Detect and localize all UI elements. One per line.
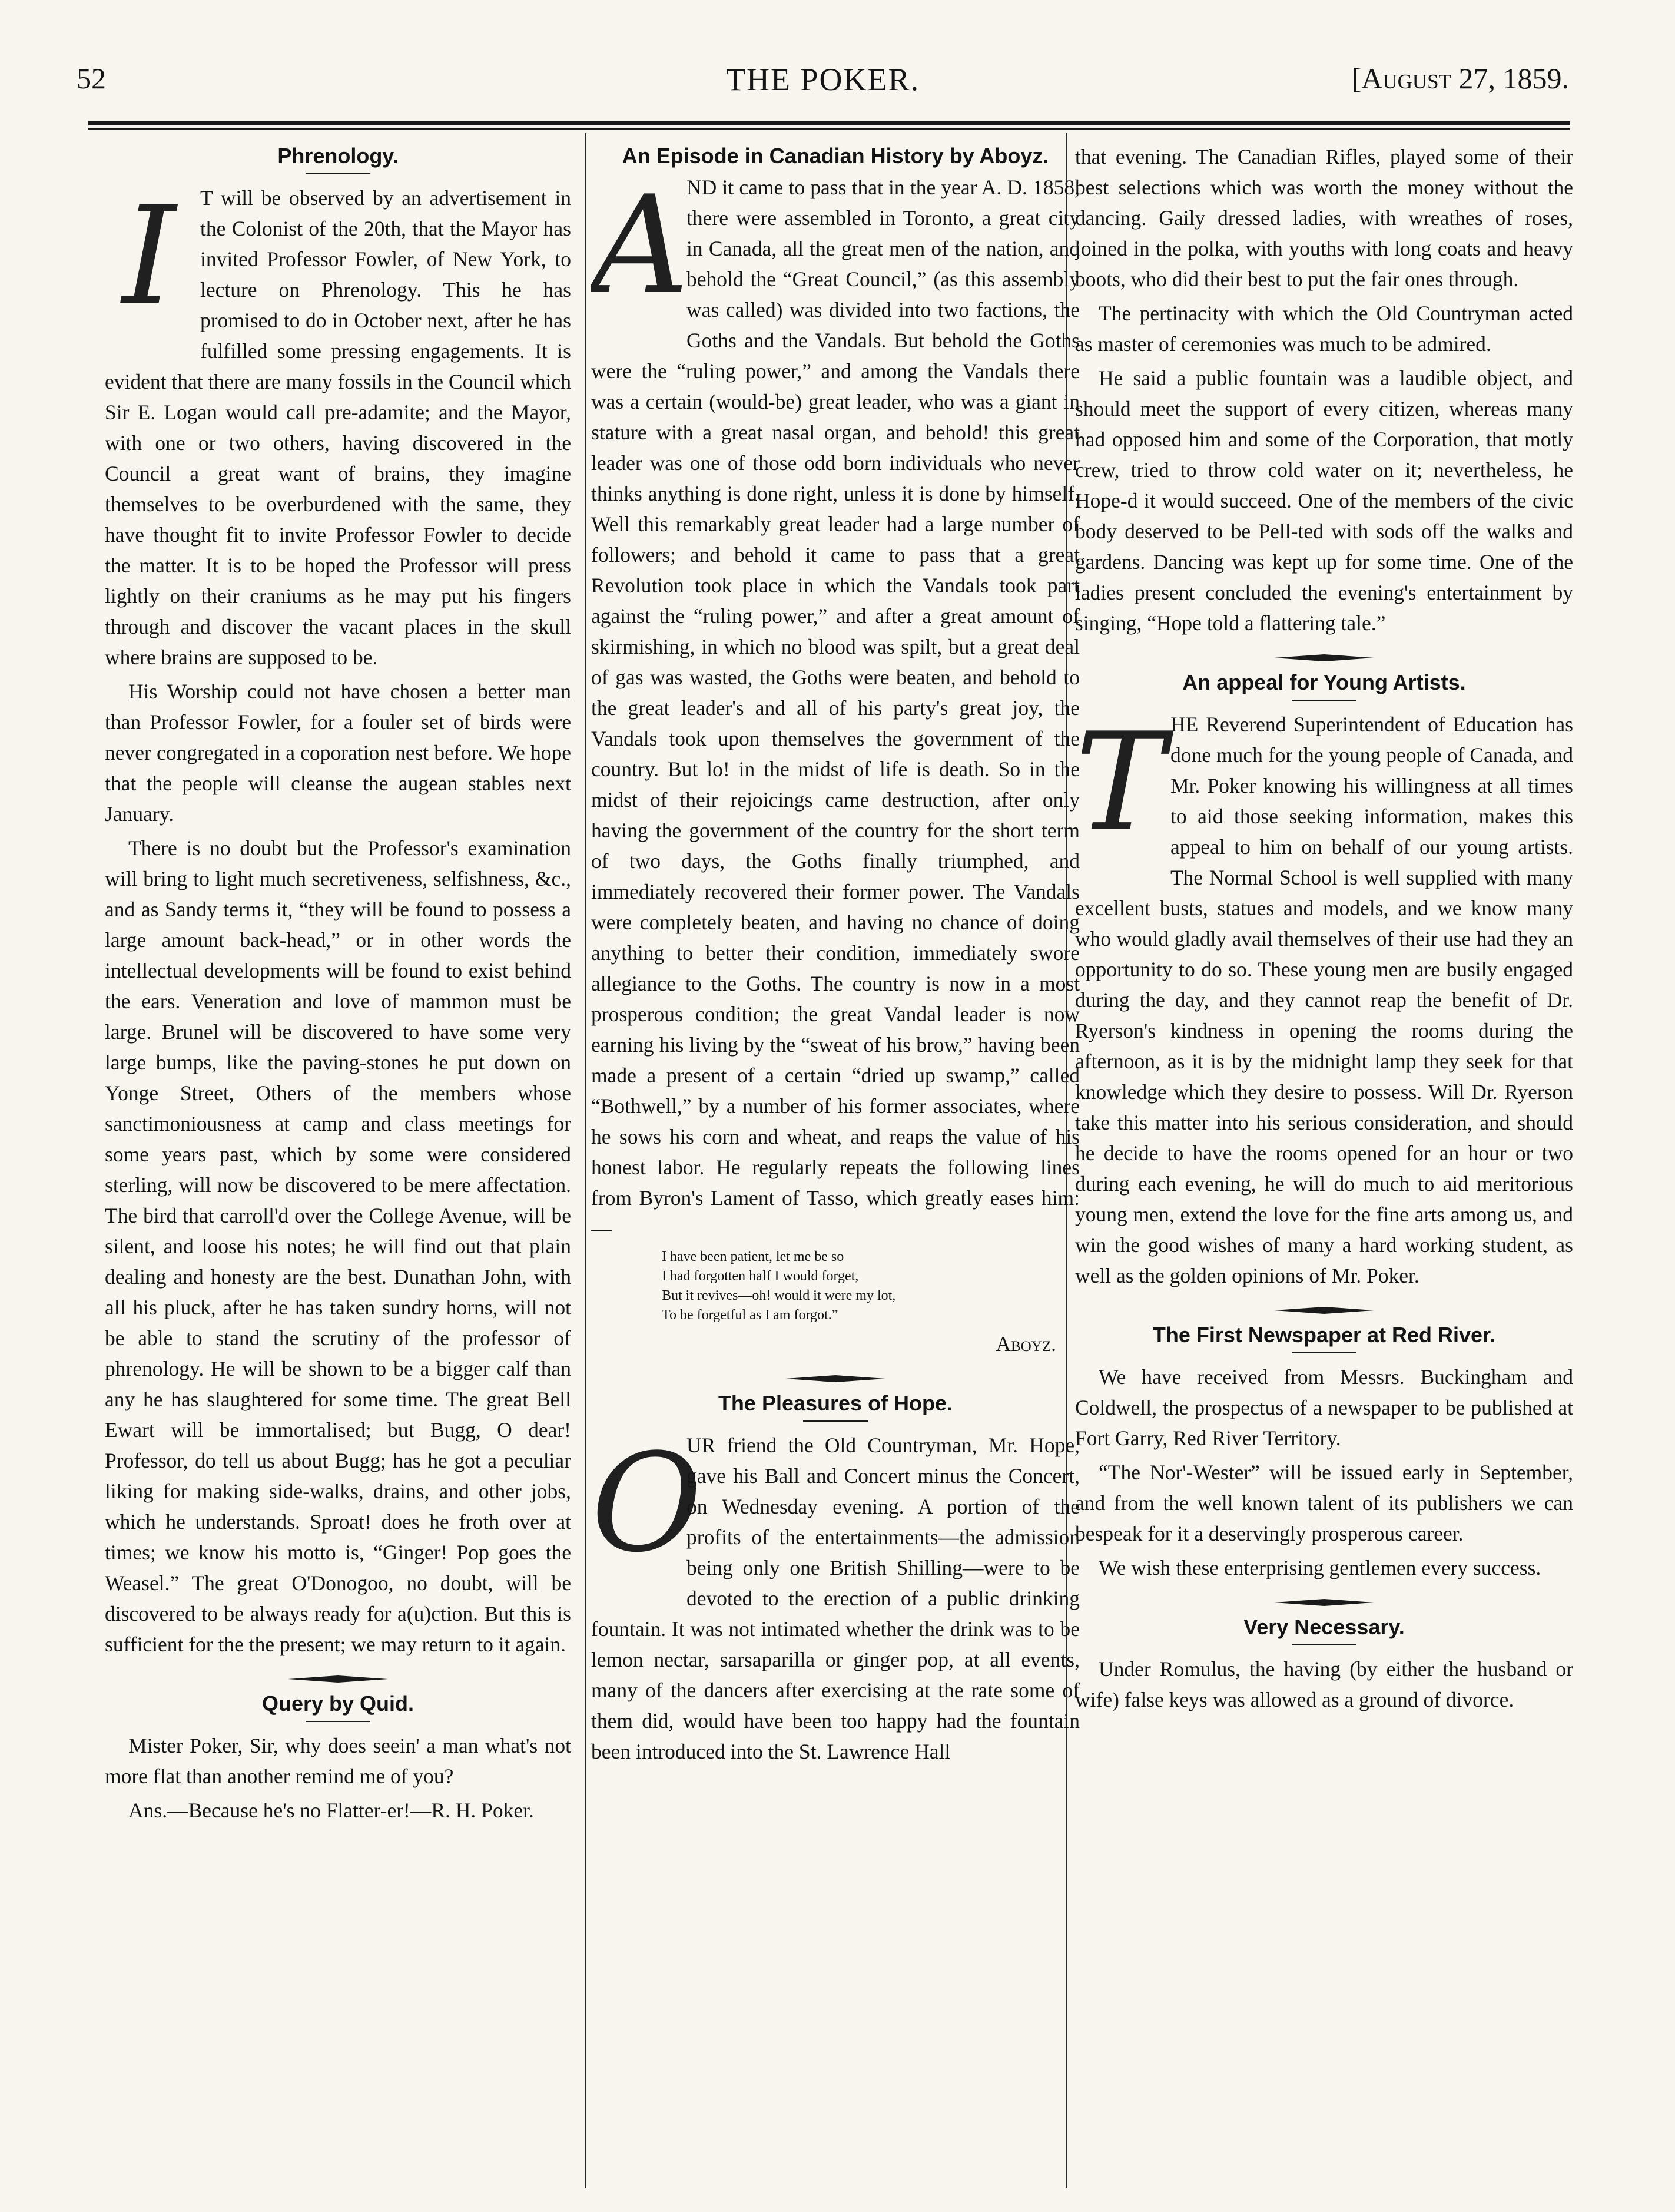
article-pleasures-of-hope-continued <box>1075 141 1573 638</box>
ornamental-dropcap: I <box>122 178 176 335</box>
poem-line: But it revives—oh! would it were my lot, <box>662 1288 896 1303</box>
article-paragraph: O UR friend the Old Countryman, Mr. Hope, gave his Ball and Concert minus the Concert, on Wednesday evening. A portion of the profits of the entertainments—the admission being only one British Shilling—were to be devoted to the erection of a public drinking fountain. It was not intimated whether the drink was to be lemon nectar, sarsaparilla or ginger pop, at all events, many of the dancers after exercising at the rate some of them did, would have been too happy had the fountain been introduced into the St. Lawrence Hall <box>591 1425 1080 1763</box>
section-separator-ornament <box>785 1373 885 1384</box>
masthead <box>77 61 1569 108</box>
article-phrenology <box>105 143 571 1660</box>
article-paragraph: Under Romulus, the having (by either the husband or wife) false keys was allowed as a ground of divorce. <box>1075 1657 1573 1711</box>
article-very-necessary <box>1075 1614 1573 1715</box>
section-separator-ornament <box>288 1674 388 1684</box>
article-paragraph: A ND it came to pass that in the year A. D. 1858, there were assembled in Toronto, a great city in Canada, all the great men of the nation, and behold the “Great Council,” (as this assembly was called) was divided into two factions, the Goths and the Vandals. But behold the Goths were the “ruling power,” and among the Vandals there was a certain (would-be) great leader, who was a giant in stature with a great nasal organ, and behold! this great leader was one of those odd born individuals who never thinks anything is done right, unless it is done by himself. Well this remarkably great leader had a large number of followers; and behold it came to pass that a great Revolution took place in which the Vandals took part against the “ruling power,” and after a great amount of skirmishing, in which no blood was spilt, but a great deal of gas was wasted, the Goths were beaten, and behold to the great leader's and all of his party's great joy, the Vandals took upon themselves the government of the country. But lo! in the midst of life is death. So in the midst of their rejoicings came destruction, after only having the government of the country for the short term of two days, the Goths finally triumphed, and immediately recovered their former power. The Vandals were completely beaten, and having no chance of doing anything to better their condition, immediately swore allegiance to the Goths. The country is now in a most prosperous condition; the great Vandal leader is now earning his living by the “sweat of his brow,” having been made a present of a certain “dried up swamp,” called “Bothwell,” by a number of his former associates, where he sows his corn and wheat, and reaps the value of his honest labor. He regularly repeats the following lines from Byron's Lament of Tasso, which greatly eases him:— <box>591 167 1080 1240</box>
section-separator-ornament <box>1274 1305 1374 1316</box>
article-paragraph: He said a public fountain was a laudible object, and should meet the support of every citizen, whereas many had opposed him and some of the Corporation, that motly crew, tried to throw cold water on it; nevertheless, he Hope-d it would succeed. One of the members of the civic body deserved to be Pell-ted with sods off the walks and gardens. Dancing was kept up for some time. One of the ladies present concluded the evening's entertainment by singing, “Hope told a flattering tale.” <box>1075 366 1573 635</box>
article-title: Phrenology. <box>277 144 399 168</box>
column-1 <box>105 141 571 2191</box>
title-underline <box>306 173 370 174</box>
header-rule-thin <box>88 128 1570 130</box>
header-rule <box>88 121 1570 125</box>
article-paragraph: The pertinacity with which the Old Countryman acted as master of ceremonies was much to be admired. <box>1075 302 1573 356</box>
poem-line: To be forgetful as I am forgot.” <box>662 1307 838 1323</box>
article-title: The First Newspaper at Red River. <box>1152 1323 1496 1347</box>
column-3 <box>1075 141 1573 2191</box>
article-paragraph: THE Reverend Superintendent of Education has done much for the young people of Canada, and Mr. Poker knowing his willingness at all times to aid those seeking information, makes this appeal to him on behalf of our young artists. The Normal School is well supplied with many excellent busts, statues and models, and we know many who would gladly avail themselves of their use had they an opportunity to do so. These young men are busily engaged during the day, and they cannot reap the benefit of Dr. Ryerson's kindness in opening the rooms during the afternoon, as it is by the midnight lamp they seek for that knowledge which they desire to possess. Will Dr. Ryerson take this matter into his serious consideration, and should he decide to have the rooms opened for an hour or two during each evening, he will do much to aid meritorious young men, extend the love for the fine arts among us, and win the good wishes of many a hard working student, as well as the golden opinions of Mr. Poker. <box>1075 704 1573 1287</box>
title-underline <box>306 1721 370 1722</box>
article-red-river-newspaper <box>1075 1322 1573 1583</box>
article-title: Very Necessary. <box>1243 1615 1405 1639</box>
section-separator-ornament <box>1274 653 1374 663</box>
article-paragraph: that evening. The Canadian Rifles, played some of their best selections which was worth the money without the dancing. Gaily dressed ladies, with wreathes of roses, joined in the polka, with youths with long coats and heavy boots, who did their best to put the fair ones through. <box>1075 145 1573 291</box>
ornamental-dropcap: A <box>591 167 689 324</box>
article-title: Query by Quid. <box>261 1691 414 1716</box>
article-young-artists <box>1075 669 1573 1291</box>
page-number: 52 <box>77 62 106 95</box>
title-underline <box>803 1420 868 1422</box>
issue-date: [August 27, 1859. <box>1351 62 1569 95</box>
article-title: An appeal for Young Artists. <box>1182 670 1466 694</box>
ornamental-dropcap: T <box>1075 704 1166 862</box>
article-paragraph: There is no doubt but the Professor's examination will bring to light much secretiveness, selfishness, &c., and as Sandy terms it, “they will be found to possess a large amount back-head,” or in other words the intellectual developments will be found to exist behind the ears. Veneration and love of mammon must be large. Brunel will be discovered to have some very large bumps, like the paving-stones he put down on Yonge Street, Others of the members whose sanctimoniousness at camp and class meetings for some years past, which by some were considered sterling, will now be discovered to be mere affectation. The bird that carroll'd over the College Avenue, will be silent, and loose his notes; he will find out that plain dealing and honesty are the best. Dunathan John, with all his pluck, after he has taken sundry horns, will not be able to stand the scrutiny of the professor of phrenology. He will be shown to be a bigger calf than any he has slaughtered for some time. The great Bell Ewart will be immortalised; but Bugg, O dear! Professor, do tell us about Bugg; has he got a peculiar liking for making side-walks, drains, and other jobs, which he understands. Sproat! does he froth over at times; we know his motto is, “Ginger! Pop goes the Weasel.” The great O'Donogoo, no doubt, will be discovered to be always ready for a(u)ction. But this is sufficient for the the present; we may return to it again. <box>105 836 571 1656</box>
article-paragraph: “The Nor'-Wester” will be issued early in September, and from the well known talent of its publishers we can bespeak for it a deservingly prosperous career. <box>1075 1461 1573 1545</box>
article-paragraph: His Worship could not have chosen a better man than Professor Fowler, for a fouler set of birds were never congregated in a coporation nest before. We hope that the people will cleanse the augean stables next January. <box>105 680 571 826</box>
author-signature: Aboyz. <box>996 1332 1056 1356</box>
title-underline <box>1292 1352 1356 1353</box>
quoted-poem <box>662 1247 1080 1325</box>
ornamental-dropcap: O <box>591 1425 702 1582</box>
poem-line: I have been patient, let me be so <box>662 1249 844 1264</box>
article-paragraph: We have received from Messrs. Buckingham and Coldwell, the prospectus of a newspaper to be published at Fort Garry, Red River Territory. <box>1075 1365 1573 1450</box>
article-paragraph: I T will be observed by an advertisement in the Colonist of the 20th, that the Mayor has invited Professor Fowler, of New York, to lecture on Phrenology. This he has promised to do in October next, after he has fulfilled some pressing engagements. It is evident that there are many fossils in the Council which Sir E. Logan would call pre-adamite; and the Mayor, with one or two others, having discovered in the Council a great want of brains, they imagine themselves to be overburdened with the same, they have thought fit to invite Professor Fowler to decide the matter. It is to be hoped the Professor will press lightly on their craniums as he may put his fingers through and discover the vacant places in the skull where brains are supposed to be. <box>105 178 571 669</box>
article-query <box>105 1690 571 1826</box>
newspaper-title: THE POKER. <box>726 62 920 97</box>
title-underline <box>1292 1644 1356 1645</box>
poem-line: I had forgotten half I would forget, <box>662 1269 859 1284</box>
column-2 <box>591 141 1080 2191</box>
article-title: The Pleasures of Hope. <box>718 1391 953 1415</box>
article-paragraph: Mister Poker, Sir, why does seein' a man what's not more flat than another remind me of you? <box>105 1734 571 1788</box>
article-pleasures-of-hope <box>591 1390 1080 1767</box>
article-paragraph: Ans.—Because he's no Flatter-er!—R. H. Poker. <box>128 1799 534 1822</box>
column-divider <box>585 133 586 2188</box>
article-episode <box>591 143 1080 1359</box>
article-title: An Episode in Canadian History by Aboyz. <box>622 144 1049 168</box>
title-underline <box>1292 700 1356 701</box>
article-paragraph: We wish these enterprising gentlemen every success. <box>1099 1556 1541 1579</box>
section-separator-ornament <box>1274 1597 1374 1608</box>
